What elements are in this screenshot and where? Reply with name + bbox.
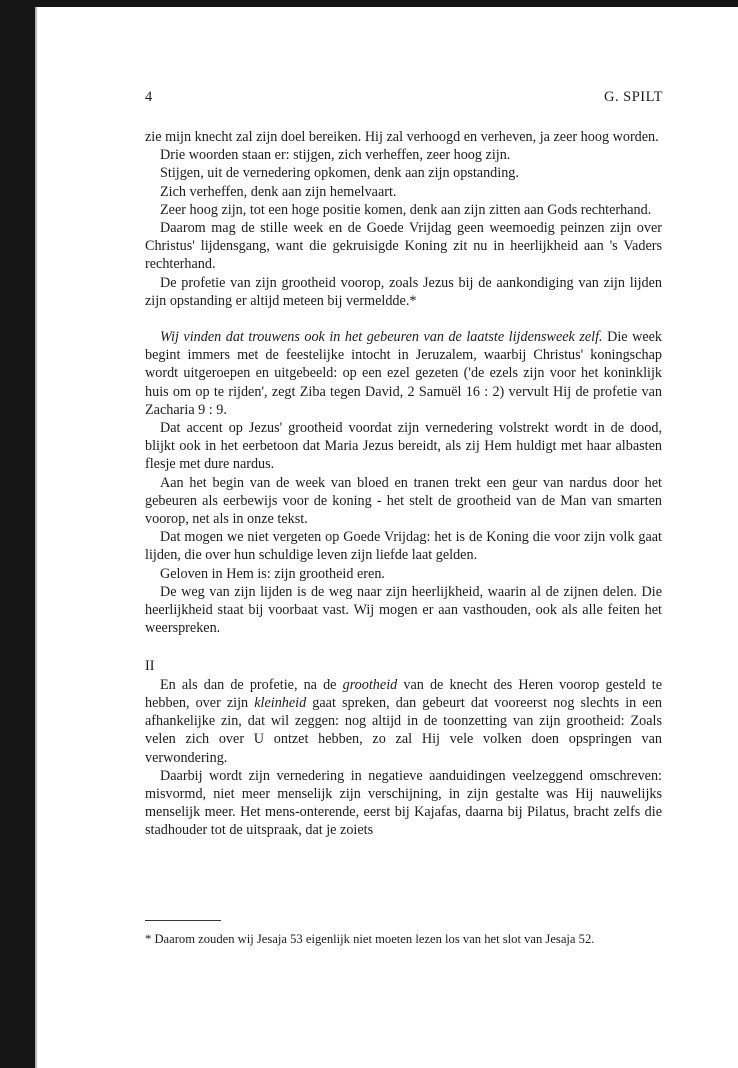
page-edge	[35, 7, 37, 1068]
scan-left-border	[0, 0, 35, 1068]
text-run: Dat mogen we niet vergeten op Goede Vrijdag: het is de Koning die voor zijn volk gaat lijden, die over hun schuldige leven zijn liefde laat gelden.	[145, 529, 662, 564]
footnote: * Daarom zouden wij Jesaja 53 eigenlijk niet moeten lezen los van het slot van Jesaja 52.	[145, 932, 595, 946]
italic-text: van de laatste lijdensweek zelf.	[418, 329, 603, 346]
paragraph	[145, 474, 662, 529]
text-run: De profetie van zijn grootheid voorop, zoals Jezus bij de aankondiging van zijn lijden zijn opstanding er altijd meteen bij vermeldde.*	[145, 274, 662, 309]
text-run: zie mijn knecht zal zijn doel bereiken. Hij zal verhoogd en verheven, ja zeer hoog worden.	[145, 129, 659, 145]
paragraph	[145, 528, 662, 564]
paragraph	[145, 128, 662, 146]
paragraph	[145, 164, 662, 182]
running-head: G. SPILT	[603, 89, 663, 105]
text-run: En als dan de profetie, na de	[160, 676, 343, 693]
paragraph	[145, 767, 662, 840]
italic-text: kleinheid	[254, 694, 307, 711]
text-run: Dat accent op Jezus' grootheid voordat zijn vernedering volstrekt wordt in de dood, blijkt ook in het eerbetoon dat Maria Jezus bereidt, als zij Hem huldigt met haar albasten flesje met dure nardus.	[145, 420, 662, 473]
text-run: Die week begint immers met de feestelijke intocht in Jeruzalem, waarbij Christus' koningschap wordt uitgeroepen en uitgebeeld: op een ezel gezeten ('de ezels zijn voor het koninklijk huis om op te rijden', zegt Ziba tegen David, 2 Samuël 16 : 2) vervult Hij de profetie van Zacharia 9 : 9.	[145, 329, 663, 418]
section-heading	[145, 657, 662, 675]
text-run: gaat spreken, dan gebeurt dat vooreerst nog slechts in een afhankelijke zin, dat wil zeggen: nog altijd in de toonzetting van zijn grootheid: Zoals velen zich over U ontzet hebben, zo zal Hij vele volken doen opspringen van verwondering.	[145, 694, 662, 766]
text-run: De weg van zijn lijden is de weg naar zijn heerlijkheid, waarin al de zijnen delen. Die heerlijkheid staat bij voorbaat vast. Wij mogen er aan vasthouden, ook als alle feiten het weerspreken.	[145, 583, 662, 637]
paragraph	[145, 676, 662, 767]
page-number: 4	[145, 89, 153, 105]
text-run: Stijgen, uit de vernedering opkomen, denk aan zijn opstanding.	[160, 165, 519, 182]
text-run: Geloven in Hem is: zijn grootheid eren.	[160, 565, 385, 582]
body-text	[145, 128, 662, 840]
text-run: van de knecht des Heren voorop gesteld te hebben, over zijn	[145, 676, 662, 711]
page-header	[145, 89, 663, 109]
paragraph	[145, 219, 662, 274]
paragraph	[145, 565, 662, 583]
paragraph	[145, 274, 662, 310]
paragraph	[145, 419, 662, 474]
paragraph	[145, 201, 662, 219]
text-run: II	[145, 658, 155, 675]
text-run: Aan het begin van de week van bloed en tranen trekt een geur van nardus door het gebeuren als eerbewijs voor de koning - het stelt de grootheid van de Man van smarten voorop, net als in onze tekst.	[145, 474, 662, 528]
paragraph	[145, 328, 662, 419]
paragraph	[145, 183, 662, 201]
paragraph	[145, 583, 662, 638]
text-run: Drie woorden staan er: stijgen, zich verheffen, zeer hoog zijn.	[160, 147, 511, 164]
italic-text: grootheid	[342, 676, 398, 693]
italic-text: Wij vinden dat trouwens ook in het	[160, 329, 367, 346]
text-run: Zeer hoog zijn, tot een hoge positie komen, denk aan zijn zitten aan Gods rechterhand.	[160, 201, 652, 218]
footnote-rule	[145, 920, 221, 921]
paragraph	[145, 146, 662, 164]
text-run: Zich verheffen, denk aan zijn hemelvaart.	[160, 183, 397, 200]
text-run: Daarom mag de stille week en de Goede Vrijdag geen weemoedig peinzen zijn over Christus' lijdensgang, want die gekruisigde Koning zit nu in heerlijkheid aan 's Vaders rechterhand.	[145, 220, 662, 273]
italic-text: gebeuren	[366, 329, 419, 346]
scan-top-border	[0, 0, 738, 7]
text-run: Daarbij wordt zijn vernedering in negatieve aanduidingen veelzeggend omschreven: misvormd, niet meer menselijk zijn verschijning, in zijn gestalte was Hij nauwelijks menselijk meer. Het mens-onterende, eerst bij Kajafas, daarna bij Pilatus, bracht zelfs die stadhouder tot de uitspraak, dat je zoiets	[145, 767, 662, 839]
